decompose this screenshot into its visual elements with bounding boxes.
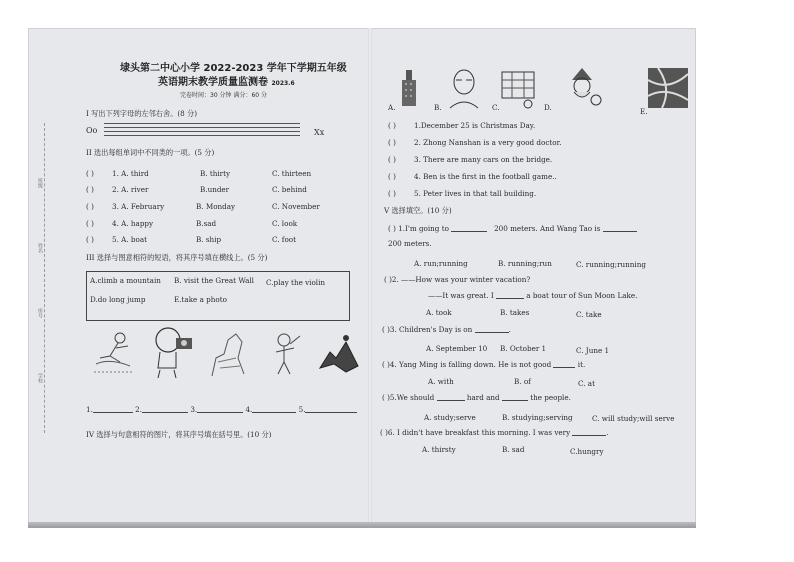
- section4-heading: IV 选择与句意相符的图片，将其序号填在括号里。(10 分): [86, 430, 272, 439]
- q6-line: ( )6. I didn't have breakfast this morning. I was very .: [380, 428, 609, 437]
- q4-option: C. at: [578, 379, 595, 388]
- answer-blank[interactable]: [93, 412, 133, 413]
- option-b: B.under: [200, 185, 230, 194]
- answer-paren[interactable]: ( ): [86, 185, 94, 194]
- answer-blank[interactable]: [553, 367, 575, 368]
- binding-margin: [34, 123, 45, 433]
- doctor-picture: [446, 66, 482, 110]
- answer-paren[interactable]: ( ): [388, 138, 396, 147]
- left-page: [28, 28, 368, 528]
- tall-building-picture: [396, 66, 424, 108]
- q3-line: ( )3. Children's Day is on .: [382, 325, 511, 334]
- option-c: C. behind: [272, 185, 307, 194]
- answer-paren[interactable]: ( ): [86, 202, 94, 211]
- q2-option: B. takes: [500, 308, 530, 317]
- q6-option: A. thirsty: [422, 445, 456, 454]
- bridge-cars-picture: [648, 68, 688, 108]
- answer-paren[interactable]: ( ): [388, 121, 396, 130]
- q1-option: C. running;running: [576, 260, 646, 269]
- great-wall-picture: [206, 328, 250, 378]
- q6-option: B. sad: [502, 445, 525, 454]
- item-text: 5. Peter lives in that tall building.: [414, 189, 537, 198]
- option-c: C. look: [272, 219, 298, 228]
- blank-label: 5.: [298, 405, 306, 414]
- blank-label: 3.: [190, 405, 198, 414]
- q1-option: B. running;run: [498, 259, 552, 268]
- answer-paren[interactable]: ( ): [86, 235, 94, 244]
- section2-heading: II 选出每组单词中不同类的一项。(5 分): [86, 148, 215, 157]
- option-c: C. thirteen: [272, 169, 312, 178]
- q5-option: A. study;serve: [424, 413, 476, 422]
- phrase-option: B. visit the Great Wall: [174, 276, 254, 285]
- exam-meta: 完卷时间：30 分钟 满分：60 分: [180, 92, 267, 99]
- letter-right: Xx: [314, 128, 325, 137]
- q2-line2: ——It was great. I a boat tour of Sun Moon Lake.: [428, 291, 638, 300]
- option-b: B.sad: [196, 219, 217, 228]
- q2-option: A. took: [426, 308, 452, 317]
- pic-label-e: E.: [640, 107, 648, 116]
- football-game-picture: [498, 66, 538, 110]
- blank-label: 4.: [245, 405, 253, 414]
- section5-heading: V 选择填空。(10 分): [384, 206, 452, 215]
- q1-line1: ( ) 1.I'm going to 200 meters. And Wang Tao is: [388, 225, 637, 232]
- answer-paren[interactable]: ( ): [86, 169, 94, 178]
- blank-label: 2.: [135, 405, 143, 414]
- exam-photo: [28, 28, 696, 528]
- answer-paren[interactable]: ( ): [86, 219, 94, 228]
- answer-paren[interactable]: ( ): [388, 155, 396, 164]
- option-b: B. thirty: [200, 169, 231, 178]
- answer-blank[interactable]: [437, 400, 465, 401]
- answer-blank[interactable]: [502, 400, 528, 401]
- blank-label: 1.: [86, 405, 93, 414]
- phrase-option: D.do long jump: [90, 295, 146, 304]
- exam-title-line1: 埭头第二中心小学 2022-2023 学年下学期五年级: [120, 63, 347, 74]
- right-page: [372, 28, 696, 528]
- option-c: C. November: [272, 202, 320, 211]
- letter-left: Oo: [86, 126, 98, 135]
- option-a: 3. A. February: [112, 202, 165, 211]
- phrase-option: A.climb a mountain: [90, 276, 161, 285]
- option-a: 5. A. boat: [112, 235, 148, 244]
- answer-blanks: [86, 406, 357, 413]
- q3-option: B. October 1: [500, 344, 547, 353]
- q2-option: C. take: [576, 310, 602, 319]
- option-b: B. ship: [196, 235, 222, 244]
- q6-option: C.hungry: [570, 447, 604, 456]
- q5-option: B. studying;serving: [502, 413, 573, 422]
- phrase-option: C.play the violin: [266, 278, 326, 287]
- option-a: 2. A. river: [112, 185, 149, 194]
- santa-picture: [562, 66, 602, 110]
- option-a: 4. A. happy: [112, 219, 154, 228]
- phrase-option: E.take a photo: [174, 295, 227, 304]
- answer-blank[interactable]: [252, 412, 296, 413]
- mountain-picture: [316, 328, 362, 378]
- pic-label-b: B.: [434, 103, 442, 112]
- margin-label-name: 姓名: [37, 243, 43, 253]
- margin-label-seat: 座号: [37, 308, 43, 318]
- answer-blank[interactable]: [496, 298, 524, 299]
- answer-blank[interactable]: [197, 412, 243, 413]
- q1-line2: 200 meters.: [388, 239, 432, 248]
- photo-taker-picture: [146, 324, 200, 380]
- exam-title-line2: 英语期末教学质量监测卷 2023.6: [158, 77, 295, 88]
- photo-bottom-edge: [28, 522, 696, 528]
- q5-option: C. will study;will serve: [592, 414, 675, 423]
- item-text: 4. Ben is the first in the football game..: [414, 172, 557, 181]
- answer-blank[interactable]: [305, 412, 357, 413]
- item-text: 1.December 25 is Christmas Day.: [414, 121, 536, 130]
- writing-lines[interactable]: [104, 123, 300, 137]
- answer-blank[interactable]: [142, 412, 188, 413]
- pic-label-a: A.: [388, 103, 396, 112]
- item-text: 2. Zhong Nanshan is a very good doctor.: [414, 138, 562, 147]
- answer-blank[interactable]: [451, 231, 487, 232]
- answer-blank[interactable]: [572, 435, 606, 436]
- answer-blank[interactable]: [475, 332, 509, 333]
- q1-option: A. run;running: [414, 259, 468, 268]
- margin-label-class: 班级: [37, 178, 43, 188]
- option-c: C. foot: [272, 235, 297, 244]
- answer-paren[interactable]: ( ): [388, 189, 396, 198]
- long-jump-picture: [90, 328, 138, 378]
- q4-option: A. with: [428, 377, 454, 386]
- item-text: 3. There are many cars on the bridge.: [414, 155, 553, 164]
- section1-heading: I 写出下列字母的左邻右舍。(8 分): [86, 109, 198, 118]
- q5-line: ( )5.We should hard and the people.: [382, 393, 571, 402]
- pic-label-d: D.: [544, 103, 552, 112]
- option-a: 1. A. third: [112, 169, 149, 178]
- q3-option: C. June 1: [576, 346, 610, 355]
- violin-picture: [264, 330, 304, 378]
- answer-paren[interactable]: ( ): [388, 172, 396, 181]
- q4-option: B. of: [514, 377, 531, 386]
- q2-line1: ( )2. ——How was your winter vacation?: [384, 275, 531, 284]
- q3-option: A. September 10: [426, 344, 488, 353]
- section3-heading: III 选择与图意相符的短语，将其序号填在横线上。(5 分): [86, 253, 268, 262]
- answer-blank[interactable]: [603, 231, 637, 232]
- pic-label-c: C.: [492, 103, 500, 112]
- q4-line: ( )4. Yang Ming is falling down. He is not good it.: [382, 360, 586, 369]
- option-b: B. Monday: [196, 202, 236, 211]
- margin-label-school: 学校: [37, 373, 43, 383]
